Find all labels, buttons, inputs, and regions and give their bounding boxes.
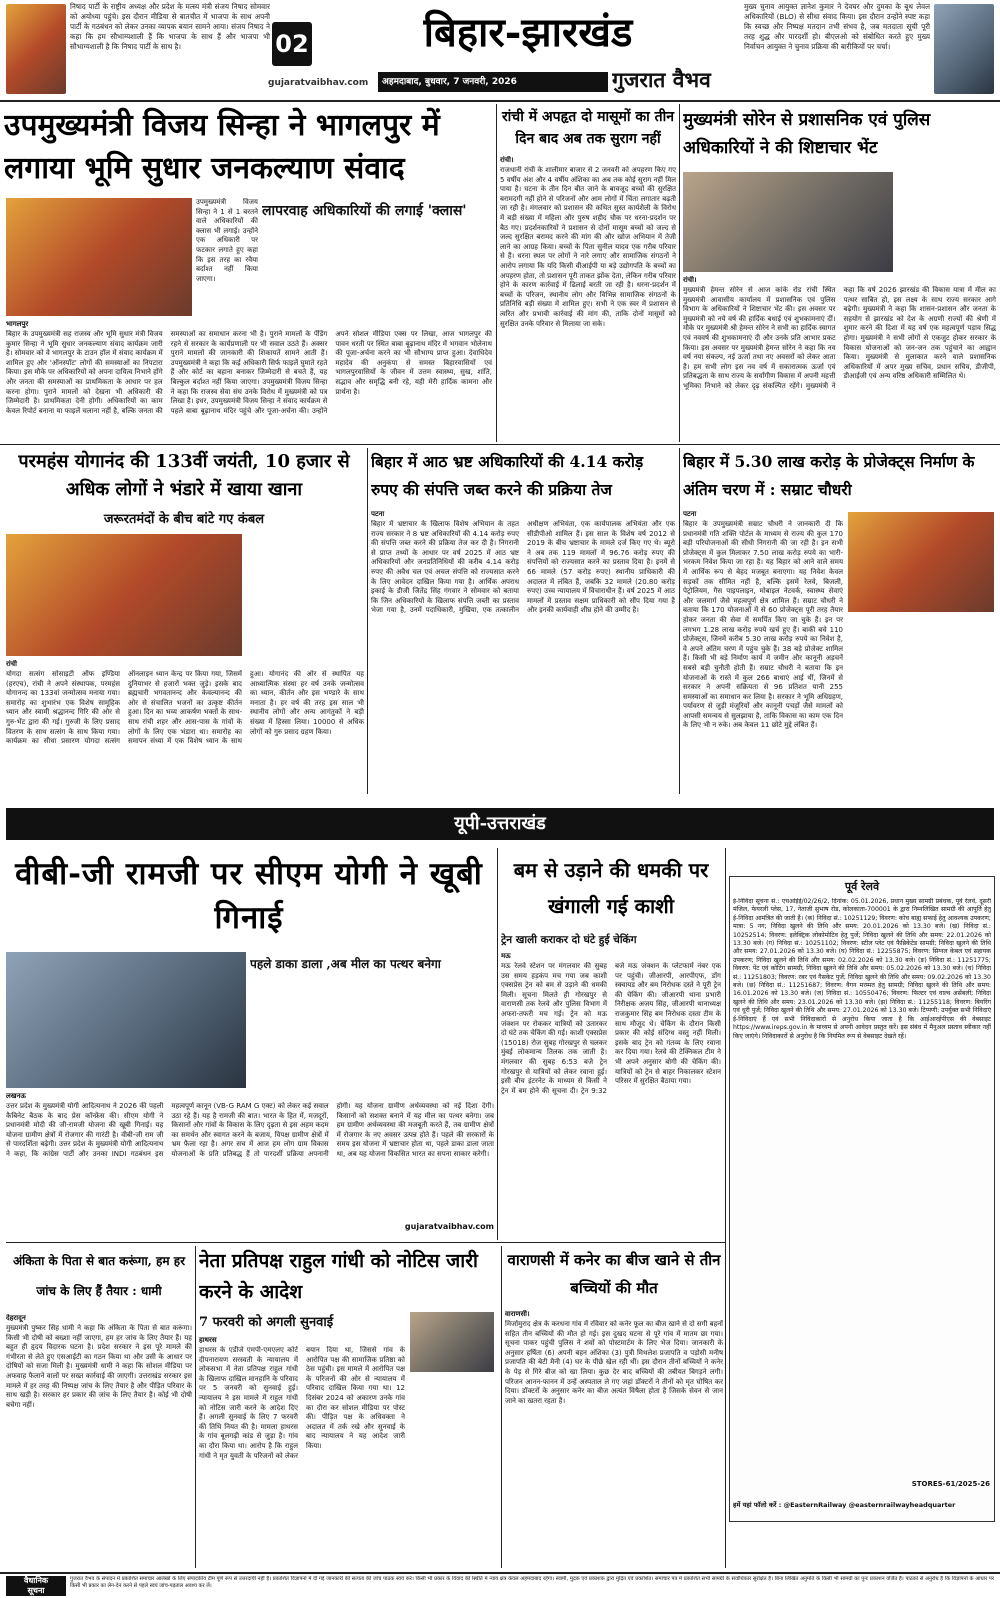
masthead-rule bbox=[0, 100, 1000, 102]
samrat-dateline: पटना bbox=[683, 510, 697, 518]
tender-railway-title: पूर्व रेलवे bbox=[844, 880, 880, 893]
samrat-photo bbox=[848, 512, 994, 612]
varanasi-body: मिर्जामुराद क्षेत्र के करधना गांव में रविवार को कनेर फूल का बीज खाने से दो सगी बहनों सहित तीन बच्चियों की मौत हो गई। इस दुखद घटना से पूरे गांव में मातम छा गया। सूचना पाकर पहुंची पुलिस ने शवों को पोस्टमार्टम के लिए भेज दिया। जानकारी के अनुसार हर्षिता (6) अपनी बहन अंशिका (3) पुत्री मिथलेश प्रजापति व पड़ोसी मनीष प्रजापति की बेटी मैनी (4) घर के पीछे खेल रही थीं। इस दौरान तीनों बच्चियों ने कनेर के पेड़ से गिरे बीज को खा लिया। कुछ देर बाद बच्चियों की तबीयत बिगड़ने लगी। परिजन आनन-फानन में उन्हें अस्पताल ले गए जहां डॉक्टरों ने तीनों को मृत घोषित कर दिया। डॉक्टरों के अनुसार कनेर का बीज अत्यंत विषैला होता है जिसके सेवन से जान जाने का खतरा रहता है। bbox=[505, 1320, 723, 1405]
headline-vijay-sinha: उपमुख्यमंत्री विजय सिन्हा ने भागलपुर में लगाया भूमि सुधार जनकल्याण संवाद bbox=[4, 108, 440, 186]
headline-soren: मुख्यमंत्री सोरेन से प्रशासनिक एवं पुलिस अधिकारियों ने की शिष्टाचार भेंट bbox=[683, 110, 931, 158]
headline-bihar-corruption: बिहार में आठ भ्रष्ट अधिकारियों की 4.14 करोड़ रुपए की संपत्ति जब्त करने की प्रक्रिया तेज bbox=[371, 452, 644, 499]
headline-rahul-gandhi: नेता प्रतिपक्ष राहुल गांधी को नोटिस जारी करने के आदेश bbox=[199, 1250, 478, 1303]
headline-kashi: बम से उड़ाने की धमकी पर खंगाली गई काशी bbox=[513, 858, 709, 918]
ranchi-body: राजधानी रांची के शालीमार बाजार से 2 जनवरी को अपहरण किए गए 5 वर्षीय अंश और 4 वर्षीय अंशिका का अब तक कोई सुराग नहीं मिल पाया है। घटना के तीन दिन बीत जाने के बावजूद बच्चों की सुरक्षित बरामदगी नहीं होने से परिजनों और आम लोगों में चिंता लगातार बढ़ती जा रही है। मंगलवार को प्रशासन की कथित सुस्त कार्यशैली के विरोध में बड़ी संख्या में महिला और पुरुष शहीद चौक पर धरना-प्रदर्शन पर बैठ गए। प्रदर्शनकारियों ने प्रशासन से दोनों मासूम बच्चों को जल्द से जल्द सुरक्षित बरामद करने की मांग की और खोज अभियान में तेजी लाने का आग्रह किया। बच्चों के पिता सुनील यादव एक गरीब परिवार से हैं। धरना स्थल पर लोगों ने नारे लगाए और सामाजिक संगठनों ने आरोप लगाया कि यदि किसी वीआईपी या बड़े उद्योगपति के बच्चों का अपहरण होता, तो प्रशासन पूरी ताकत झोंक देता, लेकिन गरीब परिवार होने के कारण कार्रवाई में ढिलाई बरती जा रही है। धरना-प्रदर्शन में बच्चों के परिजन, स्थानीय लोग और विभिन्न सामाजिक संगठनों के प्रतिनिधि बड़ी संख्या में शामिल हुए। सभी ने एक स्वर में प्रशासन से त्वरित और प्रभावी कार्रवाई की मांग की, ताकि दोनों मासूमों को सुरक्षित उनके परिवार से मिलाया जा सके। bbox=[500, 166, 676, 328]
vijay-sinha-subhead: लापरवाह अधिकारियों की लगाई 'क्लास' bbox=[262, 203, 467, 219]
vb-g-ramji-subhead: पहले डाका डाला ,अब मील का पत्थर बनेगा bbox=[250, 957, 441, 971]
soren-body: मुख्यमंत्री हेमन्त सोरेन से आज कांके रोड रांची स्थित मुख्यमंत्री आवासीय कार्यालय में प्रशासनिक एवं पुलिस विभाग के अधिकारियों ने शिष्टाचार भेंट की। इस अवसर पर मुख्यमंत्री को नये वर्ष की हार्दिक बधाई एवं शुभकामनाएं दीं। मौके पर मुख्यमंत्री श्री हेमन्त सोरेन ने सभी का हार्दिक स्वागत एवं नववर्ष की शुभकामनाएं दी और उनके प्रति आभार प्रकट किया। इस अवसर पर मुख्यमंत्री हेमन्त सोरेन ने कहा कि नव वर्ष नया संकल्प, नई ऊर्जा तथा नए अवसरों को लेकर आता है। हम सभी लोग इस नव वर्ष में सकारात्मक ऊर्जा एवं प्रतिबद्धता के साथ राज्य के सर्वांगीण विकास में अपनी महत्ती भूमिका निभाने को लेकर दृढ़ संकल्पित रहेंगे। मुख्यमंत्री ने कहा कि वर्ष 2026 झारखंड की विकास यात्रा में मील का पत्थर साबित हो, इस लक्ष्य के साथ राज्य सरकार आगे बढ़ेगी। मुख्यमंत्री ने कहा कि शासन-प्रशासन और जनता के सहयोग से झारखंड को देश के अग्रणी राज्यों की श्रेणी में शुमार करने की दिशा में यह वर्ष एक महत्वपूर्ण पड़ाव सिद्ध होगा। मुख्यमंत्री ने सभी लोगों से एकजुट होकर सरकार के विकास योजनाओं को जन-जन तक पहुंचाने का आह्वान किया। मुख्यमंत्री से मुलाकात करने वाले प्रशासनिक अधिकारियों में अपर मुख्य सचिव, प्रधान सचिव, डीजीपी, डीआईजी एवं अन्य वरिष्ठ अधिकारी सम्मिलित थे। bbox=[683, 286, 996, 390]
statutory-notice-text: गुजरात वैभव के संपादन में प्रकाशित समाचार आलेखों के लिए संपादकीय टीम पूर्ण रूप से उत्तरदायी नहीं है। प्रकाशित विज्ञापनों में दी गई जानकारी की सत्यता की जांच पाठक स्वयं करें। किसी भी प्रकार के विवाद की स्थिति में न्याय क्षेत्र केवल अहमदाबाद रहेगा। स्वामी, मुद्रक एवं प्रकाशक द्वारा मुद्रित एवं प्रकाशित। समाचार पत्र में प्रकाशित सभी सामग्री के सर्वाधिकार सुरक्षित हैं। बिना लिखित अनुमति के किसी भी सामग्री का पुनः प्रकाशन वर्जित है। पाठकों से अनुरोध है कि विज्ञापनों के आधार पर किसी भी प्रकार का लेन-देन करने से पहले स्वयं जांच-पड़ताल अवश्य कर लें। bbox=[70, 1576, 994, 1589]
headline-vb-g-ramji: वीबी-जी रामजी पर सीएम योगी ने खूबी गिनाई bbox=[15, 856, 483, 936]
bihar-corruption-dateline: पटना bbox=[371, 510, 385, 518]
footer-rule bbox=[0, 1572, 1000, 1574]
varanasi-dateline: वाराणसी। bbox=[505, 1310, 530, 1318]
masthead-title: बिहार-झारखंड bbox=[423, 9, 633, 56]
column-rule bbox=[195, 1246, 196, 1568]
headline-varanasi: वाराणसी में कनेर का बीज खाने से तीन बच्चियों की मौत bbox=[507, 1251, 721, 1297]
column-rule bbox=[497, 848, 498, 1240]
masthead-brand: गुजरात वैभव bbox=[612, 67, 711, 92]
page-number: 02 bbox=[275, 30, 309, 58]
column-rule bbox=[501, 1246, 502, 1568]
yogananda-subhead: जरूरतमंदों के बीच बांटे गए कंबल bbox=[103, 512, 265, 527]
vijay-sinha-body: बिहार के उपमुख्यमंत्री सह राजस्व और भूमि सुधार मंत्री विजय कुमार सिन्हा ने भूमि सुधार जनकल्याण संवाद कार्यक्रम जारी है। सोमवार को वे भागलपुर के टाउन हॉल में संवाद कार्यक्रम में शामिल हुए और 'ऑनस्पॉट' लोगों की समस्याओं का निपटारा किया। इस मौके पर अधिकारियों को अपना दायित्व निभाने होंगे और जनता की समस्याओं का प्राथमिकता के आधार पर हल करना होगा। पुराने मामलों को देखना भी अधिकारी की जिम्मेदारी है। प्राथमिकता देनी होगी। अधिकारियों का काम केवल रिपोर्ट बनाना या फाइलें चलाना नहीं है, बल्कि जनता की समस्याओं का समाधान करना भी है। पुराने मामलों के पेंडिंग रहने से सरकार के कार्यप्रणाली पर भी सवाल उठते हैं। अक्सर पुराने मामलों की जानकारी की शिकायतें सामने आती हैं। उपमुख्यमंत्री ने कहा कि कई अधिकारी सिर्फ फाइलें घुमाते रहते हैं और कोर्ट का बहाना बनाकर जिम्मेदारी से बचते हैं, यह बिल्कुल बर्दाश्त नहीं किया जाएगा। उपमुख्यमंत्री विजय सिन्हा ने कहा कि राजस्व सेवा संघ उनके विरोध में मुख्यमंत्री को पत्र लिखा है। इधर, उपमुख्यमंत्री विजय सिन्हा ने संवाद कार्यक्रम से पहले बाबा बूढ़ानाथ मंदिर पहुंचे और पूजा-अर्चना की। उन्होंने अपने सोशल मीडिया एक्स पर लिखा, आज भागलपुर की पावन धरती पर स्थित बाबा बूढ़ानाथ मंदिर में भगवान भोलेनाथ की पूजा-अर्चना करने का भी सौभाग्य प्राप्त हुआ। देवाधिदेव महादेव की अनुकंपा से समस्त बिहारवासियों एवं भागलपुरवासियों के जीवन में उत्तम स्वास्थ्य, सुख, शांति, सद्भाव और समृद्धि बनी रहे, यही मेरी हार्दिक कामना और प्रार्थना है। bbox=[6, 330, 492, 415]
soren-dateline: रांची। bbox=[683, 276, 697, 284]
kashi-dateline: मऊ bbox=[501, 952, 511, 960]
yogananda-photo bbox=[6, 534, 242, 656]
column-rule bbox=[679, 448, 680, 794]
yogananda-body: योगदा सत्संग सोसाइटी ऑफ इण्डिया (हरएच), रांची ने अपने संस्थापक, परमहंस योगानन्द का 133वां जन्मोत्सव मनाया गया। समारोह का शुभारंभ एक विशेष सामूहिक ध्यान और स्वामी श्रद्धानन्द गिरि की ओर से गुरु-भेंट द्वारा की गई। गुरुजी के लिए प्रसाद वितरण के साथ सत्संग के साथ किया गया। कार्यक्रम का सीधा प्रसारण योगदा सत्संग ऑनलाइन ध्यान केन्द्र पर किया गया, जिसमें दुनियाभर से हजारों भक्त जुड़े। इसके बाद ब्रह्मचारी भगवतानन्द और केवल्यानन्द की ओर से संचालित भजनों का उत्कृष्ट कीर्तन हुआ। दिन का भव्य आकर्षण भक्तों के साथ-साथ रांची शहर और आस-पास के गांवों के लोगों के लिए एक भंडारा था। समारोह का समापन संध्या में एक विशेष ध्यान के साथ हुआ। योगानंद की ओर से स्थापित यह आध्यात्मिक संस्था हर वर्ष उनके जन्मोत्सव का ध्यान, कीर्तन और इस भण्डारे के साथ मनाता है। हर वर्ष की तरह इस साल भी स्थानीय लोगों और अन्य आगंतुकों ने बड़ी संख्या में हिस्सा लिया। 10000 से अधिक लोगों को गुरु प्रसाद ग्रहण किया। bbox=[6, 670, 364, 746]
headline-ranchi-kidnap: रांची में अपहृत दो मासूमों का तीन दिन बाद अब तक सुराग नहीं bbox=[501, 109, 675, 147]
right-portrait-photo bbox=[934, 4, 994, 94]
rahul-photo bbox=[410, 1312, 494, 1372]
kashi-body: मऊ रेलवे स्टेशन पर मंगलवार की सुबह उस समय हड़कंप मच गया जब काशी एक्सप्रेस ट्रेन को बम से उड़ाने की धमकी मिली। सूचना मिलते ही गोरखपुर से वाराणसी तक रेलवे और पुलिस विभाग में अफरा-तफरी मच गई। ट्रेन को मऊ जंक्शन पर रोककर यात्रियों को उतारकर दो घंटे तक चेकिंग की गई। काशी एक्सप्रेस (15018) रोज सुबह गोरखपुर से चलकर मुंबई लोकमान्य तिलक तक जाती है। मंगलवार की सुबह 6:53 बजे ट्रेन गोरखपुर से यात्रियों को लेकर रवाना हुई। इसी बीच इंटरनेट के माध्यम से किसी ने ट्रेन में बम होने की सूचना दी। ट्रेन 9:32 बजे मऊ जंक्शन के प्लेटफार्म नंबर एक पर पहुंची। जीआरपी, आरपीएफ, डॉग स्क्वायड और बम निरोधक दस्ते ने पूरी ट्रेन की चेकिंग की। जीआरपी थाना प्रभारी निरीक्षक अजय सिंह, जीआरपी थानाध्यक्ष राजकुमार सिंह बम निरोधक दस्ता टीम के साथ मौजूद थे। चेकिंग के दौरान किसी प्रकार की कोई संदिग्ध वस्तु नहीं मिली। इसके बाद ट्रेन को गंतव्य के लिए रवाना कर दिया गया। रेलवे की टेक्निकल टीम ने भी अपने अनुसार बोगी की चेकिंग की। यात्रियों को ट्रेन से बाहर निकालकर स्टेशन परिसर में सुरक्षित बैठाया गया। bbox=[501, 962, 721, 1095]
masthead-date: अहमदाबाद, बुधवार, 7 जनवरी, 2026 bbox=[382, 77, 517, 87]
column-rule bbox=[367, 448, 368, 794]
tender-follow: हमें यहां फॉलो करें : @EasternRailway @easternrailwayheadquarter bbox=[733, 1501, 956, 1509]
tender-body: ई-निविदा सूचना सं.: एचओईई/02/26/2, दिनांक: 05.01.2026, प्रधान मुख्य सामग्री प्रबंधक, पूर्व रेलवे, दूसरी मंजिल, फेयरली प्लेस, 17, नेताजी सुभाष रोड, कोलकाता-700001 के द्वारा निम्नलिखित सामग्री की आपूर्ति हेतु ई-निविदा आमंत्रित की जाती है। (क) निविदा सं.: 10251129; विवरण: कोच बाह्य सफाई हेतु आवश्यक उपकरण; मात्रा: 5 नग; निविदा खुलने की तिथि और समय: 20.01.2026 को 13.30 बजे। (ख) निविदा सं.: 10252514; विवरण: इलेक्ट्रिक लोकोमोटिव हेतु पुर्जे; निविदा खुलने की तिथि और समय: 22.01.2026 को 13.30 बजे। (ग) निविदा सं.: 10251102; विवरण: स्टील प्लेट एवं फैब्रिकेटेड सामग्री; निविदा खुलने की तिथि और समय: 27.01.2026 को 13.30 बजे। (घ) निविदा सं.: 12255875; विवरण: सिग्नल केबल एवं सहायक उपकरण; निविदा खुलने की तिथि और समय: 02.02.2026 को 13.30 बजे। (ङ) निविदा सं.: 11251775; विवरण: पेंट एवं कोटिंग सामग्री; निविदा खुलने की तिथि और समय: 05.02.2026 को 13.30 बजे। (च) निविदा सं.: 11251803; विवरण: रबर एवं गैसकेट पुर्जे; निविदा खुलने की तिथि और समय: 09.02.2026 को 13.30 बजे। (छ) निविदा सं.: 11251687; विवरण: वैगन मरम्मत हेतु सामग्री; निविदा खुलने की तिथि और समय: 16.01.2026 को 13.30 बजे। (ज) निविदा सं.: 10550476; विवरण: फिल्टर एवं वाल्व असेंबली; निविदा खुलने की तिथि और समय: 23.01.2026 को 13.30 बजे। (झ) निविदा सं.: 11255118; विवरण: बियरिंग एवं धुरी पुर्जे; निविदा खुलने की तिथि और समय: 27.01.2026 को 13.30 बजे। टिप्पणी: उपर्युक्त सभी निविदाएं ई-निविदाएं हैं एवं सभी निविदाकारों से अनुरोध किया जाता है कि आईआरईपीएस की वेबसाइट https://www.ireps.gov.in के माध्यम से अपनी आवेदन प्रस्तुत करें। इस संबंध में मैनुअल प्रस्ताव स्वीकार नहीं किए जाएंगे। निविदाकारों से अनुरोध है कि नियमित रूप से वेबसाइट देखते रहें। bbox=[733, 898, 991, 1040]
statutory-notice-line2: सूचना bbox=[27, 1586, 45, 1595]
vb-g-ramji-dateline: लखनऊ bbox=[6, 1092, 26, 1100]
column-rule bbox=[679, 104, 680, 442]
vb-g-ramji-body: उत्तर प्रदेश के मुख्यमंत्री योगी आदित्यनाथ ने 2026 की पहली कैबिनेट बैठक के बाद प्रेस कॉन्फ्रेंस की। सीएम योगी ने प्रधानमंत्री मोदी की जी-रामजी योजना की खूबी गिनाई। यह योजना ग्रामीण क्षेत्रों में रोजगार की गारंटी है। वीबी-जी राम जी से पारदर्शिता बढ़ेगी। उत्तर प्रदेश के मुख्यमंत्री योगी आदित्यनाथ ने कहा, कि कांग्रेस पार्टी और उनका INDI गठबंधन इस महत्वपूर्ण कानून (VB-G RAM G एक्ट) को लेकर कई सवाल उठा रहे हैं। यह है रामजी की बात। भारत के हित में, मजदूरों, किसानों और गांवों के विकास के लिए दृढ़ता से इस अहम कदम का समर्थन और स्वागत करने के बजाय, विपक्ष ग्रामीण क्षेत्रों में भ्रम फैला रहा है। अगर सच में आज हम लोग ग्राम विकास योजनाओं के प्रति प्रतिबद्ध हैं तो पारदर्शी प्रक्रिया अपनानी होगी। यह योजना ग्रामीण अर्थव्यवस्था को नई दिशा देगी। किसानों को सशक्त बनाने में यह मील का पत्थर बनेगा। जब हम ग्रामीण अर्थव्यवस्था की मजबूती करते हैं, तब ग्रामीण क्षेत्रों में रोजगार के नए अवसर उत्पन्न होते हैं। पहले की सरकारों के समय इस योजना में भ्रष्टाचार होता था, पहले डाका डाला जाता था, अब यह योजना विकसित भारत का सपना साकार करेगी। bbox=[6, 1102, 494, 1158]
ankita-body: मुख्यमंत्री पुष्कर सिंह धामी ने कहा कि अंकिता के पिता से बात करूंगा। किसी भी दोषी को बख्शा नहीं जाएगा, हम हर जांच के लिए तैयार हैं। यह बहुत ही हृदय विदारक घटना है। प्रदेश सरकार ने इस पूरे मामले की गंभीरता से लेते हुए एसआईटी का गठन किया था और उसी के आधार पर दोषियों को सजा मिली है। मुख्यमंत्री धामी ने कहा कि सोशल मीडिया पर अफवाह फैलाने वालों पर सख्त कार्रवाई की जाएगी। उत्तराखंड सरकार इस मामले में हर तरह की निष्पक्ष जांच के लिए तैयार है और पीड़ित परिवार के साथ खड़ी है। सरकार हर प्रकार की जांच के लिए तैयार है। कोई भी दोषी बचेगा नहीं। bbox=[6, 1324, 192, 1409]
rahul-dateline: हाथरस bbox=[199, 1336, 217, 1344]
yogananda-dateline: रांची bbox=[6, 660, 17, 668]
soren-photo bbox=[683, 172, 893, 272]
samrat-body: बिहार के उपमुख्यमंत्री सम्राट चौधरी ने जानकारी दी कि प्रधानमंत्री गति शक्ति पोर्टल के माध्यम से राज्य की कुल 170 बड़ी परियोजनाओं की सीधी निगरानी की जा रही है। इन सभी प्रोजेक्ट्स में कुल मिलाकर 7.50 लाख करोड़ रुपये का भारी-भरकम निवेश किया जा रहा है। यह बिहार को आने वाले समय में आर्थिक रूप से बेहद मजबूत बनाएगा। यह निवेश केवल सड़कों तक सीमित नहीं है, बल्कि इसमें रेलवे, बिजली, पेट्रोलियम, गैस पाइपलाइन, मोबाइल नेटवर्क, स्वास्थ्य सेवाएं और जलमार्ग जैसे महत्वपूर्ण क्षेत्र शामिल हैं। सम्राट चौधरी ने बताया कि 170 योजनाओं में से 60 प्रोजेक्ट्स पूरी तरह तैयार होकर जनता की सेवा में समर्पित किए जा चुके हैं। इन पर लगभग 1.28 लाख करोड़ रुपये खर्च हुए हैं। बाकी बचे 110 प्रोजेक्ट्स, जिनमें करीब 5.30 लाख करोड़ रुपये का निवेश है, वे अपने अंतिम चरण में पहुंच चुके हैं। 38 बड़े प्रोजेक्ट शामिल हैं। किसी भी बड़े निर्माण कार्य में जमीन और कानूनी अड़चनें सबसे बड़ी चुनौती होती हैं। सम्राट चौधरी ने बताया कि इन योजनाओं के रास्ते में कुल 266 बाधाएं आई थीं, जिनमें से सरकार ने अपनी सक्रियता से 96 प्रतिशत यानी 255 समस्याओं का समाधान कर लिया है। सरकार ने भूमि अधिग्रहण, पर्यावरण से जुड़ी मंजूरियों और कानूनी पचड़ों जैसे मामलों को आपसी समन्वय से सुलझाया है, ताकि विकास का काम एक दिन के लिए भी न रुके। अब केवल 11 छोटे मुद्दे लंबित हैं। bbox=[683, 520, 843, 730]
kashi-subhead: ट्रेन खाली कराकर दो घंटे हुई चेकिंग bbox=[501, 934, 637, 946]
rahul-body: हाथरस के एडीजे एमपी-एमएलए कोर्ट दीपनारायण सरस्वती के न्यायालय में लोकसभा में नेता प्रतिपक्ष राहुल गांधी के खिलाफ दाखिल मानहानि के परिवाद पर 5 जनवरी को सुनवाई हुई। न्यायालय ने इस मामले में राहुल गांधी को नोटिस जारी करने के आदेश दिए हैं। अगली सुनवाई के लिए 7 फरवरी की तिथि नियत की है। मामला हाथरस के गांव बूलगढ़ी कांड से जुड़ा है। गांव का दौरा किया था। आरोप है कि राहुल गांधी ने मृत युवती के परिजनों को लेकर बयान दिया था, जिससे गांव के आरोपित पक्ष की सामाजिक प्रतिष्ठा को ठेस पहुंची। इस मामले में आरोपित पक्ष के परिजनों की ओर से न्यायालय में परिवाद दाखिल किया गया था। 12 दिसंबर 2024 को अकारण उनके गांव का दौरा कर सोशल मीडिया पर पोस्ट की। पीड़ित पक्ष के अधिवक्ता ने अदालत में तर्क रखे और सुनवाई के बाद न्यायालय ने यह आदेश जारी किया। bbox=[199, 1346, 405, 1460]
column-rule bbox=[496, 104, 497, 442]
yogi-photo bbox=[6, 952, 246, 1088]
tender-code: STORES-61/2025-26 bbox=[911, 1480, 990, 1488]
column-rule bbox=[725, 848, 726, 1568]
masthead bbox=[0, 0, 1000, 100]
ranchi-dateline: रांची। bbox=[500, 156, 514, 164]
bihar-corruption-body: बिहार में भ्रष्टाचार के खिलाफ विशेष अभियान के तहत राज्य सरकार ने 8 भ्रष्ट अधिकारियों की 4.14 करोड़ रुपए की संपत्ति जब्त करने की प्रक्रिया तेज कर दी है। निगरानी से प्राप्त तथ्यों के आधार पर वर्ष 2025 में आठ भ्रष्ट अधिकारियों और जनप्रतिनिधियों की करीब 4.14 करोड़ रुपए की अवैध चल एवं अचल संपत्ति को राज्यसात करने के लिए आवेदन दाखिल किया गया है। आर्थिक अपराध इकाई के डीजी जितेंद्र सिंह गंगवार ने सोमवार को बताया कि जिन अधिकारियों के खिलाफ संपत्ति जब्ती का प्रस्ताव भेजा गया है, उनमें पदाधिकारी, मुखिया, एक तत्कालीन अधीक्षण अभियंता, एक कार्यपालक अभियंता और एक सीडीपीओ शामिल हैं। इस साल के विशेष वर्ष 2012 से 2019 के बीच भ्रष्टाचार के मामले दर्ज किए गए थे। ब्यूरो ने अब तक 119 मामलों में 96.76 करोड़ रुपए की संपत्तियों को राज्यसात करने का प्रस्ताव दिया है। इनमें से 66 मामले (57 करोड़ रुपए) स्थानीय प्राधिकारी की अदालत में लंबित हैं, जबकि 32 मामले (20.80 करोड़ रुपए) उच्च न्यायालय में विचाराधीन हैं। वर्ष 2025 में आठ मामलों में प्रस्ताव सक्षम प्राधिकारी को सौंप दिया गया है और इनकी कार्यवाही शीघ्र होने की उम्मीद है। bbox=[371, 520, 675, 615]
headline-yogananda: परमहंस योगानंद की 133वीं जयंती, 10 हजार से अधिक लोगों ने भंडारे में खाया खाना bbox=[18, 451, 350, 500]
left-portrait-photo bbox=[6, 4, 66, 94]
headline-samrat-choudhary: बिहार में 5.30 लाख करोड़ के प्रोजेक्ट्स निर्माण के अंतिम चरण में : सम्राट चौधरी bbox=[683, 452, 975, 499]
vb-g-ramji-source: gujaratvaibhav.com bbox=[380, 1222, 494, 1234]
website: gujaratvaibhav.com bbox=[268, 78, 369, 88]
vijay-sinha-dateline: भागलपुर bbox=[6, 320, 29, 328]
statutory-notice-line1: वैधानिक bbox=[23, 1576, 49, 1585]
section-rule bbox=[0, 444, 1000, 445]
left-brief: निषाद पार्टी के राष्ट्रीय अध्यक्ष और प्रदेश के मत्स्य मंत्री संजय निषाद सोमवार को अयोध्या पहुंचे। इस दौरान मीडिया से बातचीत में भाजपा के साथ अपनी पार्टी के गठबंधन को लेकर उनका व्यापक बयान सामने आया। संजय निषाद ने कहा कि हम सौभाग्यशाली हैं कि भाजपा के साथ हैं और भाजपा भी सौभाग्यशाली है कि निषाद पार्टी के साथ है। bbox=[70, 2, 270, 51]
vijay-sinha-photo bbox=[6, 198, 192, 316]
section-band-label: यूपी-उत्तराखंड bbox=[454, 813, 546, 834]
ankita-dateline: देहरादून bbox=[6, 1314, 26, 1322]
headline-ankita: अंकिता के पिता से बात करूंगा, हम हर जांच के लिए हैं तैयार : धामी bbox=[12, 1254, 186, 1298]
right-brief: मुख्य चुनाव आयुक्त ज्ञानेश कुमार ने देवघर और दुमका के बूथ लेवल अधिकारियों (BLO) से सीधा संवाद किया। इस दौरान उन्होंने स्पष्ट कहा कि स्वच्छ और निष्पक्ष मतदान तभी संभव है, जब मतदाता सूची पूरी तरह शुद्ध और पारदर्शी हो। बीएलओ को संबोधित करते हुए मुख्य निर्वाचन आयुक्त ने चुनाव प्रक्रिया की बारीकियों पर चर्चा। bbox=[744, 2, 930, 51]
rahul-subhead: 7 फरवरी को अगली सुनवाई bbox=[199, 1315, 334, 1330]
section-rule bbox=[6, 1242, 725, 1243]
vijay-sinha-side-text: उपमुख्यमंत्री विजय सिन्हा ने 1 से 1 बरतने वाले अधिकारियों की क्लास भी लगाई। उन्होंने एक अधिकारी पर फटकार लगाते हुए कहा कि इस तरह का रवैया बर्दाश्त नहीं किया जाएगा। bbox=[196, 198, 258, 283]
